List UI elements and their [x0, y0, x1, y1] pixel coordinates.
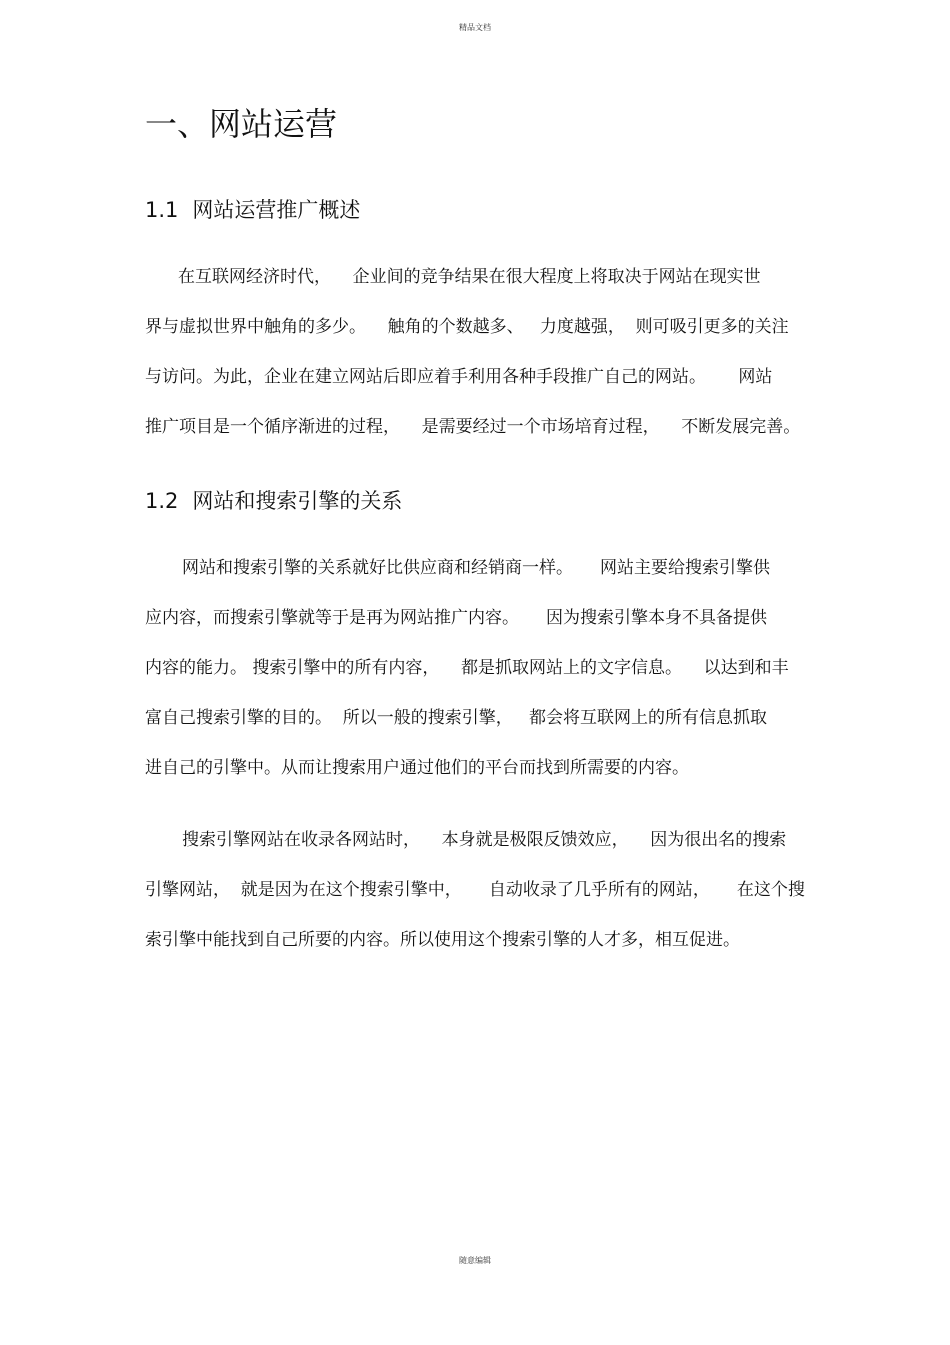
page-header-note: 精品文档	[459, 23, 491, 32]
paragraph-line: 界与虚拟世界中触角的多少。 触角的个数越多、 力度越强， 则可吸引更多的关注	[145, 317, 789, 337]
paragraph-line: 应内容，而搜索引擎就等于是再为网站推广内容。 因为搜索引擎本身不具备提供	[145, 608, 768, 628]
paragraph-line: 在互联网经济时代， 企业间的竞争结果在很大程度上将取决于网站在现实世	[178, 267, 761, 287]
section-number: 1.1	[145, 198, 179, 222]
paragraph-line: 网站和搜索引擎的关系就好比供应商和经销商一样。 网站主要给搜索引擎供	[182, 558, 771, 578]
paragraph-line: 进自己的引擎中。从而让搜索用户通过他们的平台而找到所需要的内容。	[145, 758, 689, 778]
page-footer-note: 随意编辑	[459, 1256, 491, 1265]
page-title: 一、网站运营	[145, 105, 338, 143]
paragraph-line: 与访问。为此，企业在建立网站后即应着手利用各种手段推广自己的网站。 网站	[145, 367, 773, 387]
section-heading-text: 网站运营推广概述	[192, 198, 361, 222]
paragraph-line: 内容的能力。 搜索引擎中的所有内容， 都是抓取网站上的文字信息。 以达到和丰	[145, 658, 789, 678]
section-heading	[145, 487, 402, 515]
paragraph-line: 推广项目是一个循序渐进的过程， 是需要经过一个市场培育过程， 不断发展完善。	[145, 417, 801, 437]
paragraph-line: 富自己搜索引擎的目的。 所以一般的搜索引擎， 都会将互联网上的所有信息抓取	[145, 708, 768, 728]
paragraph-line: 引擎网站， 就是因为在这个搜索引擎中， 自动收录了几乎所有的网站， 在这个搜	[145, 880, 805, 900]
section-heading-text: 网站和搜索引擎的关系	[192, 489, 403, 513]
paragraph-line: 索引擎中能找到自己所要的内容。所以使用这个搜索引擎的人才多，相互促进。	[145, 930, 740, 950]
paragraph-line: 搜索引擎网站在收录各网站时， 本身就是极限反馈效应， 因为很出名的搜索	[182, 830, 787, 850]
section-heading	[145, 196, 360, 224]
section-number: 1.2	[145, 489, 179, 513]
